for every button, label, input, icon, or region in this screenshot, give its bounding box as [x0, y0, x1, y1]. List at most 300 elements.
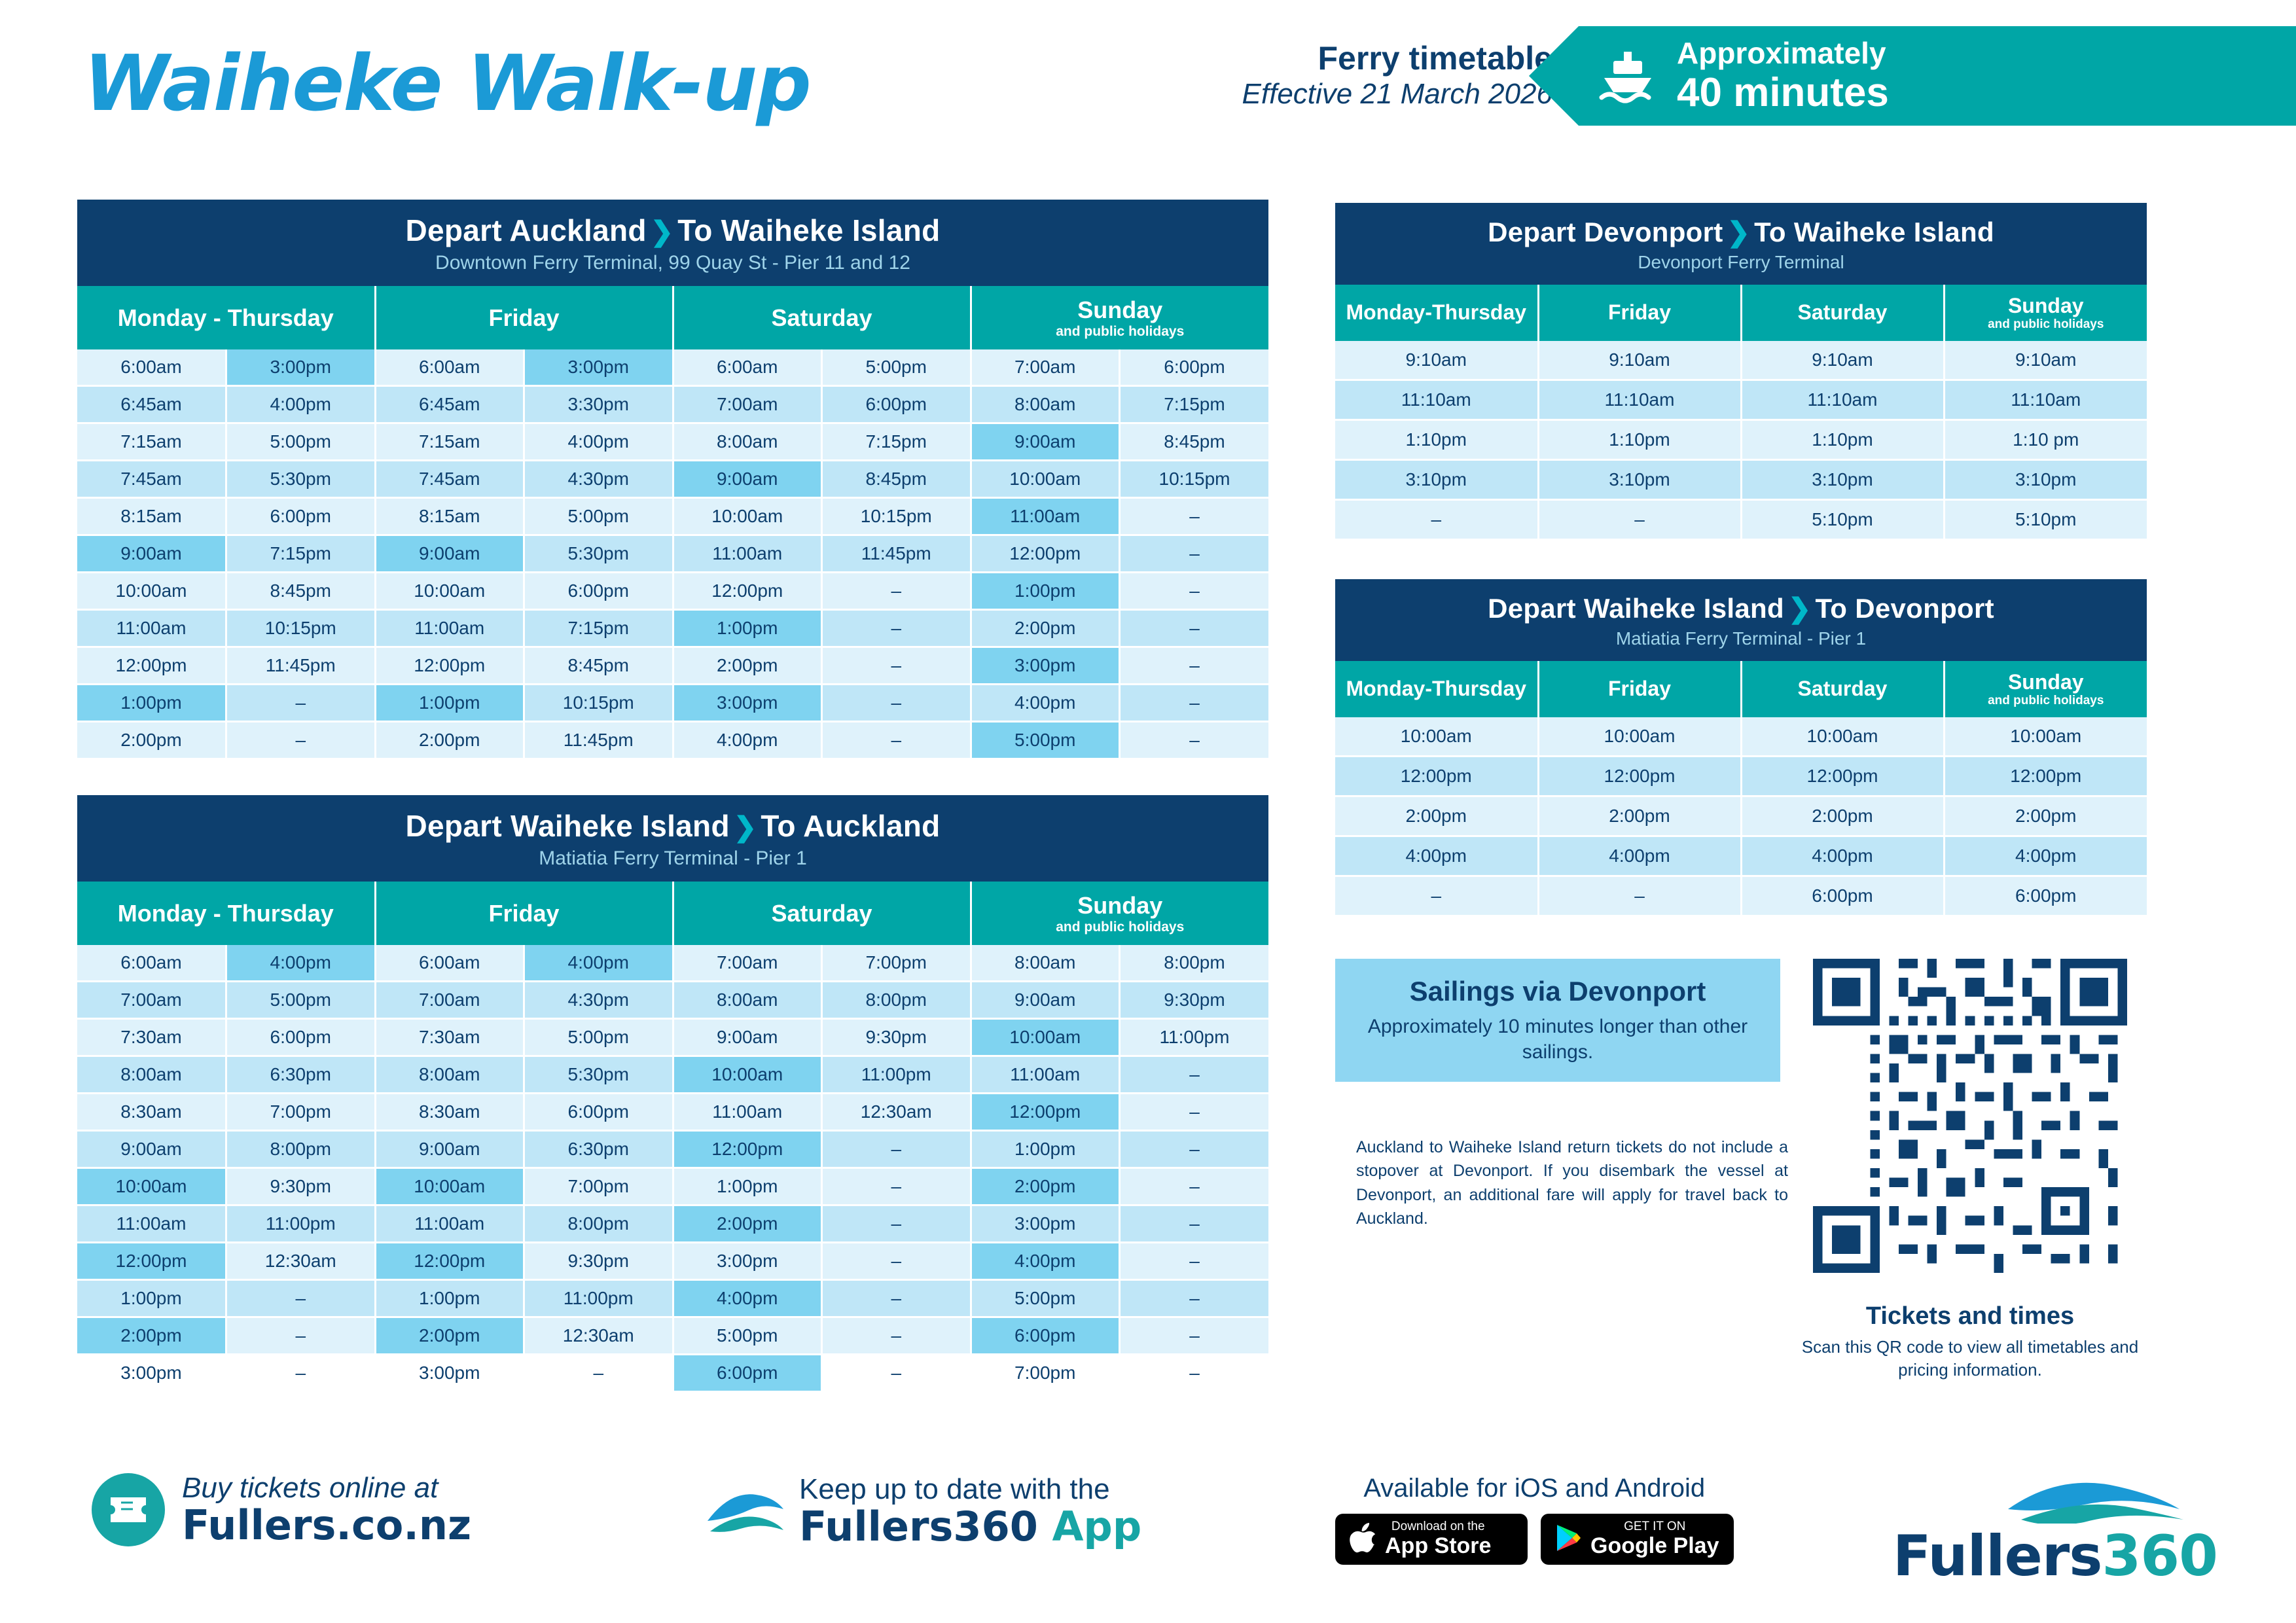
table-subtitle: Devonport Ferry Terminal: [1638, 252, 1844, 272]
cell: 7:00am: [77, 982, 226, 1019]
cell: –: [524, 1355, 673, 1392]
cell: –: [822, 1355, 971, 1392]
cell: –: [1120, 685, 1269, 722]
ferry-icon: [1579, 48, 1677, 104]
table-title-from: Depart Devonport: [1488, 217, 1723, 247]
table-row: [77, 535, 1268, 573]
cell: 2:00pm: [375, 722, 524, 759]
day-col-monthu: Monday-Thursday: [1335, 285, 1538, 341]
cell: 5:00pm: [673, 1317, 822, 1355]
cell: 6:00pm: [226, 1019, 376, 1056]
table-header: [77, 200, 1268, 286]
cell: 9:30pm: [524, 1243, 673, 1280]
qr-code[interactable]: [1813, 959, 2127, 1273]
cell: 2:00pm: [77, 1317, 226, 1355]
cell: –: [226, 1355, 376, 1392]
day-col-sunday: Sunday and public holidays: [971, 882, 1268, 945]
table-row: [1335, 836, 2147, 876]
cell: 8:00am: [77, 1056, 226, 1094]
cell: 11:45pm: [822, 535, 971, 573]
cell: 10:15pm: [1120, 461, 1269, 498]
table-row: [77, 945, 1268, 982]
cell: 1:00pm: [77, 1280, 226, 1317]
cell: 7:30am: [375, 1019, 524, 1056]
approx-duration-banner: [1579, 26, 2296, 126]
cell: 11:00am: [375, 610, 524, 647]
cell: 2:00pm: [1538, 796, 1741, 836]
table-row: [1335, 756, 2147, 796]
cell: 11:00pm: [1120, 1019, 1269, 1056]
cell: 3:00pm: [77, 1355, 226, 1392]
cell: 8:00am: [673, 982, 822, 1019]
cell: 6:00pm: [1120, 349, 1269, 386]
cell: 9:10am: [1538, 341, 1741, 380]
cell: 9:00am: [971, 982, 1120, 1019]
cell: 3:00pm: [226, 349, 376, 386]
cell: –: [1335, 876, 1538, 916]
cell: 6:00am: [77, 945, 226, 982]
cell: 5:00pm: [226, 982, 376, 1019]
app-store-badge[interactable]: [1335, 1514, 1528, 1565]
cell: 2:00pm: [673, 1205, 822, 1243]
timetable: [77, 882, 1268, 1393]
cell: 7:15pm: [822, 423, 971, 461]
cell: 4:00pm: [1741, 836, 1944, 876]
cell: 10:15pm: [524, 685, 673, 722]
cell: –: [822, 1131, 971, 1168]
play-big: Google Play: [1590, 1533, 1719, 1558]
cell: 11:00am: [77, 610, 226, 647]
table-row: [1335, 796, 2147, 836]
day-col-monthu: Monday-Thursday: [1335, 661, 1538, 717]
cell: 12:00pm: [1538, 756, 1741, 796]
logo-360: 360: [2102, 1524, 2217, 1589]
cell: –: [1120, 1131, 1269, 1168]
cell: 6:00am: [375, 349, 524, 386]
cell: 6:00pm: [1944, 876, 2147, 916]
cell: 9:00am: [77, 535, 226, 573]
cell: 8:30am: [375, 1094, 524, 1131]
ferry-timetable-label: Ferry timetable: [1318, 39, 1552, 77]
cell: 1:00pm: [971, 573, 1120, 610]
cell: 11:00pm: [524, 1280, 673, 1317]
cell: 4:30pm: [524, 461, 673, 498]
cell: 5:30pm: [226, 461, 376, 498]
day-col-friday: Friday: [375, 882, 673, 945]
cell: –: [822, 1243, 971, 1280]
cell: 11:00pm: [226, 1205, 376, 1243]
cell: –: [1120, 610, 1269, 647]
cell: 10:00am: [77, 573, 226, 610]
table-waiheke-to-auckland: [77, 795, 1268, 1393]
cell: 11:10am: [1335, 380, 1538, 419]
cell: 5:00pm: [971, 1280, 1120, 1317]
page-title: Waiheke Walk-up: [84, 38, 810, 128]
qr-caption-title: Tickets and times: [1865, 1302, 2075, 1330]
cell: 9:30pm: [822, 1019, 971, 1056]
cell: 8:45pm: [524, 647, 673, 685]
cell: 8:00am: [673, 423, 822, 461]
table-title-to: To Waiheke Island: [1754, 217, 1994, 247]
cell: –: [1120, 722, 1269, 759]
day-col-sunday: Sunday and public holidays: [1944, 661, 2147, 717]
chevron-right-icon: ❯: [650, 216, 674, 247]
fullers-wave-icon: [2001, 1478, 2217, 1524]
cell: 7:00am: [971, 349, 1120, 386]
cell: 2:00pm: [1335, 796, 1538, 836]
cell: 10:15pm: [226, 610, 376, 647]
cell: 3:30pm: [524, 386, 673, 423]
cell: 1:10pm: [1741, 419, 1944, 459]
cell: 10:00am: [1741, 717, 1944, 757]
qr-caption: [1787, 1302, 2153, 1382]
cell: 1:00pm: [375, 685, 524, 722]
cell: 2:00pm: [971, 1168, 1120, 1205]
cell: 6:00pm: [822, 386, 971, 423]
cell: 11:00am: [375, 1205, 524, 1243]
cell: 8:00am: [971, 945, 1120, 982]
table-row: [77, 461, 1268, 498]
cell: 7:15am: [375, 423, 524, 461]
cell: 6:00pm: [673, 1355, 822, 1392]
cell: 4:00pm: [1538, 836, 1741, 876]
table-row: [77, 1056, 1268, 1094]
cell: 8:15am: [375, 498, 524, 535]
table-row: [77, 1131, 1268, 1168]
cell: 11:00am: [673, 535, 822, 573]
table-title: [1335, 592, 2147, 624]
table-row: [1335, 459, 2147, 499]
table-row: [77, 1205, 1268, 1243]
cell: 7:00pm: [822, 945, 971, 982]
table-header: [1335, 203, 2147, 285]
buy-tickets-block[interactable]: [92, 1472, 472, 1550]
buy-tickets-line1: Buy tickets online at: [182, 1472, 439, 1504]
app-brand: Fullers360: [799, 1503, 1038, 1551]
table-row: [77, 1019, 1268, 1056]
cell: 7:15am: [77, 423, 226, 461]
cell: 1:00pm: [971, 1131, 1120, 1168]
day-col-saturday: Saturday: [1741, 661, 1944, 717]
table-row: [1335, 717, 2147, 757]
devonport-fare-note: Auckland to Waiheke Island return tickets do not include a stopover at Devonport. If you disembark the vessel at Devonport, an additional fare will apply for travel back to Auckland.: [1356, 1138, 1788, 1228]
cell: 3:00pm: [673, 685, 822, 722]
cell: 7:00am: [673, 386, 822, 423]
fullers-swirl-icon: [704, 1475, 787, 1547]
header-right: [1242, 26, 2296, 126]
fullers360-wordmark: [1893, 1524, 2217, 1589]
cell: 12:30am: [822, 1094, 971, 1131]
footer: [0, 1459, 2296, 1623]
cell: 10:00am: [971, 461, 1120, 498]
table-title: [77, 213, 1268, 248]
cell: –: [1120, 498, 1269, 535]
cell: 4:30pm: [524, 982, 673, 1019]
cell: 12:30am: [524, 1317, 673, 1355]
table-title-to: To Waiheke Island: [677, 213, 941, 247]
cell: 11:00am: [971, 1056, 1120, 1094]
table-row: [77, 423, 1268, 461]
effective-date: Effective 21 March 2026: [1242, 78, 1552, 111]
cell: –: [1120, 1243, 1269, 1280]
cell: 6:45am: [77, 386, 226, 423]
cell: 7:15pm: [226, 535, 376, 573]
cell: 1:00pm: [673, 610, 822, 647]
cell: 9:00am: [375, 535, 524, 573]
apple-icon: [1350, 1523, 1376, 1556]
day-col-friday: Friday: [375, 286, 673, 349]
app-promo-block[interactable]: [704, 1473, 1142, 1551]
cell: 11:45pm: [226, 647, 376, 685]
cell: –: [822, 685, 971, 722]
cell: –: [822, 610, 971, 647]
cell: 11:10am: [1741, 380, 1944, 419]
table-row: [77, 349, 1268, 386]
table-subtitle: Matiatia Ferry Terminal - Pier 1: [539, 847, 807, 869]
cell: 9:00am: [673, 461, 822, 498]
cell: 3:00pm: [971, 1205, 1120, 1243]
app-store-big: App Store: [1385, 1533, 1492, 1558]
cell: 11:00am: [971, 498, 1120, 535]
cell: 10:00am: [1538, 717, 1741, 757]
table-title-to: To Devonport: [1815, 593, 1994, 624]
cell: 6:00pm: [524, 1094, 673, 1131]
cell: 5:00pm: [971, 722, 1120, 759]
cell: 4:00pm: [1944, 836, 2147, 876]
cell: 4:00pm: [971, 1243, 1120, 1280]
chevron-right-icon: ❯: [1787, 593, 1812, 624]
cell: 7:45am: [77, 461, 226, 498]
cell: 1:00pm: [375, 1280, 524, 1317]
cell: 5:30pm: [524, 1056, 673, 1094]
cell: 1:10pm: [1538, 419, 1741, 459]
cell: 5:00pm: [226, 423, 376, 461]
day-header-row: [77, 286, 1268, 349]
buy-tickets-text: [182, 1472, 472, 1550]
table-row: [77, 982, 1268, 1019]
timetable: [77, 286, 1268, 760]
cell: 5:00pm: [524, 1019, 673, 1056]
day-col-saturday: Saturday: [673, 882, 971, 945]
cell: 6:00am: [375, 945, 524, 982]
day-header-row: [1335, 285, 2147, 341]
cell: 4:00pm: [524, 945, 673, 982]
table-waiheke-to-devonport: [1335, 579, 2147, 917]
cell: 8:15am: [77, 498, 226, 535]
day-header-row: [1335, 661, 2147, 717]
timetable: [1335, 285, 2147, 541]
table-row: [77, 573, 1268, 610]
day-col-monthu: Monday - Thursday: [77, 882, 375, 945]
cell: 3:10pm: [1944, 459, 2147, 499]
qr-caption-body: Scan this QR code to view all timetables and pricing information.: [1801, 1337, 2139, 1380]
google-play-icon: [1555, 1524, 1581, 1556]
cell: 7:00am: [673, 945, 822, 982]
cell: 6:45am: [375, 386, 524, 423]
timetable: [1335, 661, 2147, 917]
app-store-block: [1335, 1474, 1734, 1565]
cell: 6:00am: [77, 349, 226, 386]
app-line1: Keep up to date with the: [799, 1473, 1110, 1505]
cell: –: [1120, 1280, 1269, 1317]
cell: 8:00pm: [1120, 945, 1269, 982]
cell: 12:00pm: [1944, 756, 2147, 796]
cell: 12:00pm: [375, 1243, 524, 1280]
cell: 10:00am: [375, 573, 524, 610]
cell: 4:00pm: [1335, 836, 1538, 876]
day-col-saturday: Saturday: [1741, 285, 1944, 341]
cell: 4:00pm: [971, 685, 1120, 722]
cell: 12:00pm: [673, 1131, 822, 1168]
cell: –: [822, 1317, 971, 1355]
cell: 8:45pm: [1120, 423, 1269, 461]
app-promo-text: [799, 1473, 1142, 1551]
table-title-from: Depart Waiheke Island: [405, 809, 730, 843]
app-word: App: [1052, 1503, 1142, 1551]
cell: 6:30pm: [524, 1131, 673, 1168]
cell: 12:00pm: [971, 535, 1120, 573]
cell: –: [822, 573, 971, 610]
cell: –: [822, 647, 971, 685]
cell: 12:00pm: [971, 1094, 1120, 1131]
sailings-heading: Sailings via Devonport: [1409, 976, 1706, 1007]
cell: 3:00pm: [524, 349, 673, 386]
store-badges: [1335, 1514, 1734, 1565]
sunday-note: and public holidays: [1988, 694, 2104, 707]
cell: 6:00pm: [1741, 876, 1944, 916]
table-row: [1335, 419, 2147, 459]
cell: 9:00am: [77, 1131, 226, 1168]
cell: 3:10pm: [1335, 459, 1538, 499]
cell: 12:00pm: [1335, 756, 1538, 796]
cell: 3:00pm: [375, 1355, 524, 1392]
day-col-sunday: Sunday and public holidays: [1944, 285, 2147, 341]
table-row: [1335, 876, 2147, 916]
qr-code-image[interactable]: [1813, 959, 2127, 1273]
cell: 9:10am: [1335, 341, 1538, 380]
cell: 8:30am: [77, 1094, 226, 1131]
cell: 7:00pm: [524, 1168, 673, 1205]
cell: 7:15pm: [524, 610, 673, 647]
cell: 11:00pm: [822, 1056, 971, 1094]
cell: 9:10am: [1741, 341, 1944, 380]
approx-text: [1677, 37, 1889, 116]
table-title-to: To Auckland: [761, 809, 941, 843]
day-header-row: [77, 882, 1268, 945]
cell: –: [822, 1280, 971, 1317]
cell: 8:00am: [971, 386, 1120, 423]
cell: 7:00pm: [971, 1355, 1120, 1392]
cell: 5:30pm: [524, 535, 673, 573]
cell: 8:00pm: [226, 1131, 376, 1168]
cell: –: [1538, 499, 1741, 539]
cell: 7:00am: [375, 982, 524, 1019]
table-row: [77, 1243, 1268, 1280]
table-row: [77, 610, 1268, 647]
cell: 10:00am: [375, 1168, 524, 1205]
cell: –: [822, 1205, 971, 1243]
ferry-timetable-block: [1242, 40, 1579, 112]
approx-line2: 40 minutes: [1677, 70, 1889, 116]
sailings-body: Approximately 10 minutes longer than other sailings.: [1367, 1016, 1748, 1063]
table-row: [77, 1355, 1268, 1392]
cell: –: [1120, 1168, 1269, 1205]
cell: 12:00pm: [77, 647, 226, 685]
cell: –: [1120, 535, 1269, 573]
cell: –: [226, 685, 376, 722]
cell: 2:00pm: [77, 722, 226, 759]
cell: 9:30pm: [226, 1168, 376, 1205]
cell: 3:10pm: [1538, 459, 1741, 499]
cell: 1:10 pm: [1944, 419, 2147, 459]
day-col-monthu: Monday - Thursday: [77, 286, 375, 349]
cell: –: [1120, 1355, 1269, 1392]
cell: 7:00pm: [226, 1094, 376, 1131]
cell: 3:00pm: [971, 647, 1120, 685]
table-header: [77, 795, 1268, 882]
cell: 10:00am: [673, 1056, 822, 1094]
cell: 6:00am: [673, 349, 822, 386]
cell: –: [1120, 1317, 1269, 1355]
cell: 5:10pm: [1944, 499, 2147, 539]
stores-title: Available for iOS and Android: [1363, 1474, 1706, 1503]
cell: –: [1120, 1094, 1269, 1131]
table-row: [77, 498, 1268, 535]
cell: 2:00pm: [375, 1317, 524, 1355]
cell: 6:00pm: [971, 1317, 1120, 1355]
cell: 11:10am: [1538, 380, 1741, 419]
cell: –: [822, 1168, 971, 1205]
ticket-icon: [92, 1473, 165, 1546]
cell: –: [822, 722, 971, 759]
cell: 4:00pm: [524, 423, 673, 461]
table-row: [77, 722, 1268, 759]
cell: 11:00am: [673, 1094, 822, 1131]
cell: 10:00am: [673, 498, 822, 535]
cell: 4:00pm: [673, 1280, 822, 1317]
cell: 2:00pm: [1944, 796, 2147, 836]
cell: 1:00pm: [77, 685, 226, 722]
google-play-badge[interactable]: [1541, 1514, 1734, 1565]
table-row: [1335, 341, 2147, 380]
chevron-right-icon: ❯: [1727, 217, 1751, 247]
app-line2: [799, 1503, 1142, 1551]
table-row: [1335, 380, 2147, 419]
cell: 8:00pm: [524, 1205, 673, 1243]
table-title: [77, 808, 1268, 844]
table-header: [1335, 579, 2147, 661]
google-play-text: [1590, 1520, 1719, 1558]
cell: 10:00am: [971, 1019, 1120, 1056]
cell: 10:00am: [1335, 717, 1538, 757]
play-small: GET IT ON: [1624, 1520, 1686, 1533]
cell: 6:00pm: [226, 498, 376, 535]
cell: –: [226, 1280, 376, 1317]
table-row: [77, 1168, 1268, 1205]
cell: 5:00pm: [822, 349, 971, 386]
cell: 4:00pm: [673, 722, 822, 759]
cell: 2:00pm: [1741, 796, 1944, 836]
cell: 2:00pm: [971, 610, 1120, 647]
cell: –: [226, 722, 376, 759]
day-col-friday: Friday: [1538, 285, 1741, 341]
cell: 12:00pm: [77, 1243, 226, 1280]
table-row: [77, 647, 1268, 685]
table-subtitle: Downtown Ferry Terminal, 99 Quay St - Pier 11 and 12: [435, 252, 910, 274]
cell: –: [1120, 573, 1269, 610]
cell: 10:15pm: [822, 498, 971, 535]
cell: 11:45pm: [524, 722, 673, 759]
